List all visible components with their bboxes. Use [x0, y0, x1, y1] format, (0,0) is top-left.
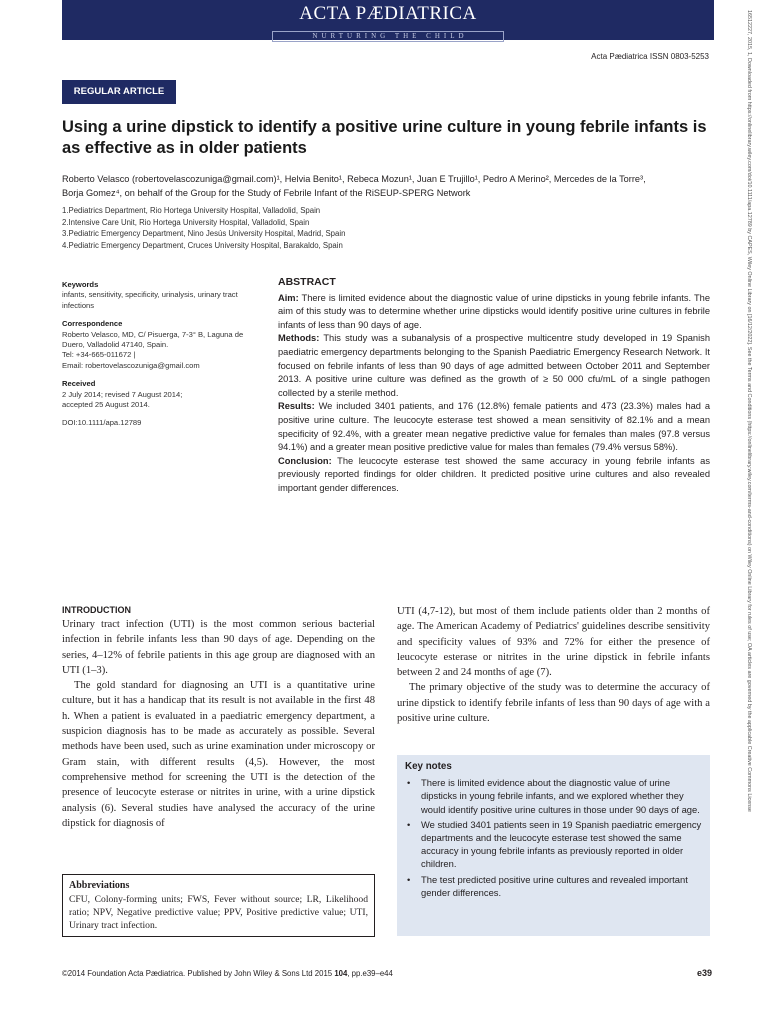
affiliation-3: 3.Pediatric Emergency Department, Nino Jesús University Hospital, Madrid, Spain — [62, 229, 346, 238]
key-note-text: We studied 3401 patients seen in 19 Spanish paediatric emergency departments and the leucocyte esterase test showed the same accuracy in young febrile infants as previously reported in older children. — [421, 818, 702, 870]
conclusion-text: The leucocyte esterase test showed the same accuracy in young febrile infants as previously reported findings for older children. It predicted positive urine cultures and also revealed important gender differences. — [278, 455, 711, 493]
body-paragraph-3: UTI (4,7-12), but most of them include patients older than 2 months of age. The American Academy of Pediatrics' guidelines describe sensitivity and specificity values of 93% and 72% for either the presence of leucocyte esterase or nitrites in the urine dipstick in febrile infants between 2 and 24 months of age (7). — [397, 606, 710, 679]
correspondence-phone: Tel: +34-665-011672 | — [62, 350, 136, 360]
aim-text: There is limited evidence about the diagnostic value of urine dipsticks in young febrile infants. The aim of this study was to determine whether urine dipsticks would identify positive urine cultures in febrile infants of less than 90 days of age. — [278, 292, 710, 330]
body-column-right — [397, 604, 710, 726]
abbreviations-box — [62, 874, 375, 937]
key-notes-box — [397, 755, 710, 936]
footer-copyright: ©2014 Foundation Acta Pædiatrica. Published by John Wiley & Sons Ltd 2015 — [62, 969, 335, 978]
page-number: e39 — [696, 968, 712, 978]
abbreviations-heading: Abbreviations — [69, 880, 130, 891]
key-note-item — [405, 818, 702, 871]
article-title: Using a urine dipstick to identify a positive urine culture in young febrile infants is as effective as in older patients — [62, 118, 707, 157]
affiliation-2: 2.Intensive Care Unit, Rio Hortega University Hospital, Valladolid, Spain — [62, 217, 310, 227]
received-heading: Received — [62, 379, 96, 389]
keywords-heading: Keywords — [62, 280, 99, 289]
bullet-icon: • — [407, 777, 411, 789]
journal-motto: NURTURING THE CHILD — [272, 31, 504, 42]
abstract-section — [278, 276, 710, 496]
journal-title: ACTA PÆDIATRICA — [299, 3, 477, 24]
journal-issn: Acta Pædiatrica ISSN 0803-5253 — [591, 52, 709, 61]
article-type-badge: REGULAR ARTICLE — [62, 80, 176, 104]
correspondence-address: Roberto Velasco, MD, C/ Pisuerga, 7-3° B, Laguna de Duero, Valladolid 47140, Spain. — [62, 329, 244, 350]
results-text: We included 3401 patients, and 176 (12.8%) female patients and 473 (23.3%) males had a positive urine culture. The leucocyte esterase test showed a mean sensitivity of 82.1% and a mean specificity of 92.4%, with a greater mean negative predictive value for females than males (97.8 versus 94.1%) and a greater mean positive predictive value for males than females (79.4% versus 58%). — [278, 401, 710, 453]
affiliation-list — [62, 205, 462, 251]
body-paragraph-1: Urinary tract infection (UTI) is the most common serious bacterial infection in febrile infants less than 90 days of age. Depending on the series, 4–12% of febrile patients in this age group are diagnosed with an UTI (1–3). — [62, 619, 375, 676]
keywords-text: infants, sensitivity, specificity, urinalysis, urinary tract infections — [62, 290, 238, 310]
key-note-text: The test predicted positive urine cultures and revealed important gender differences. — [421, 873, 688, 898]
article-info-sidebar — [62, 280, 262, 429]
aim-label: Aim: — [278, 292, 299, 303]
abstract-conclusion — [278, 455, 710, 496]
affiliation-1: 1.Pediatrics Department, Rio Hortega University Hospital, Valladolid, Spain — [62, 206, 321, 215]
author-line-2: Borja Gomez⁴, on behalf of the Group for the Study of Febrile Infant of the RiSEUP-SPERG Network — [62, 188, 471, 198]
body-paragraph-2: The gold standard for diagnosing an UTI is a quantitative urine culture, but it has a handicap that its result is not available in the first 48 h. When a patient is evaluated in a paediatric emergency department, a suspicion diagnosis has to be made as accurately as possible. Several methods have been used, such as urine examination under microscopy or Gram stain, with different results (4,5). However, the most comprehensive method for screening the UTI is the detection of the presence of leucocyte esterase or nitrites in urine, with a urine dipstick analysis (6). Several studies have analysed the accuracy of the urine dipstick for diagnosis of — [62, 680, 375, 829]
doi-link[interactable]: DOI:10.1111/apa.12789 — [62, 418, 142, 428]
correspondence-heading: Correspondence — [62, 319, 123, 329]
key-notes-list — [405, 776, 702, 899]
body-column-left — [62, 604, 375, 831]
bullet-icon: • — [407, 818, 411, 830]
key-notes-heading: Key notes — [405, 761, 452, 772]
results-label: Results: — [278, 401, 315, 412]
abbreviations-text: CFU, Colony-forming units; FWS, Fever without source; LR, Likelihood ratio; NPV, Negative predictive value; PPV, Positive predictive value; UTI, Urinary tract infection. — [69, 894, 368, 931]
abstract-results — [278, 400, 710, 454]
conclusion-label: Conclusion: — [278, 455, 332, 466]
footer-volume: 104 — [334, 969, 348, 978]
key-note-text: There is limited evidence about the diagnostic value of urine dipsticks in young febrile infants, and we explored whether they would identify positive urine cultures in those under 90 days of age. — [421, 777, 700, 815]
methods-label: Methods: — [278, 333, 320, 344]
body-paragraph-4: The primary objective of the study was to determine the accuracy of urine dipstick to identify febrile infants of less than 90 days of age with a positive urine culture. — [397, 682, 710, 725]
received-dates-1: 2 July 2014; revised 7 August 2014; — [62, 389, 183, 399]
footer-pages: , pp.e39–e44 — [347, 969, 393, 978]
journal-masthead — [62, 0, 714, 40]
abstract-aim — [278, 292, 710, 333]
key-note-item — [405, 776, 702, 816]
methods-text: This study was a subanalysis of a prospective multicentre study developed in 19 Spanish paediatric emergency departments belonging to the Spanish Paediatric Emergency Research Network. It focused on febrile infants of less than 90 days of age admitted between October 2011 and September 2013. A positive urine culture was defined as the growth of ≥ 50 000 cfu/mL of a single pathogen collected by a sterile method. — [278, 333, 710, 398]
abstract-heading: ABSTRACT — [278, 276, 336, 288]
download-notice: 16512227, 2015, 1, Downloaded from https://onlinelibrary.wiley.com/doi/10.1111/apa.12789 by CAPES, Wiley Online Library on [16/12/2022]. See the Terms and Conditions (https://onlinelibrary.wiley.com/terms-and-conditions) on Wiley Online Library for rules of use; OA articles are governed by the applicable Creative Commons License — [746, 10, 752, 812]
key-note-item — [405, 873, 702, 899]
bullet-icon: • — [407, 873, 411, 885]
abstract-methods — [278, 332, 710, 400]
page-footer — [62, 969, 712, 978]
affiliation-4: 4.Pediatric Emergency Department, Cruces University Hospital, Barakaldo, Spain — [62, 240, 343, 250]
author-line-1: Roberto Velasco (robertovelascozuniga@gmail.com)¹, Helvia Benito¹, Rebeca Mozun¹, Juan E Trujillo¹, Pedro A Merino², Mercedes de la Torre³, — [62, 174, 646, 184]
received-dates-2: accepted 25 August 2014. — [62, 400, 150, 410]
author-list — [62, 172, 712, 200]
correspondence-email[interactable]: Email: robertovelascozuniga@gmail.com — [62, 360, 200, 370]
introduction-heading: INTRODUCTION — [62, 605, 131, 615]
